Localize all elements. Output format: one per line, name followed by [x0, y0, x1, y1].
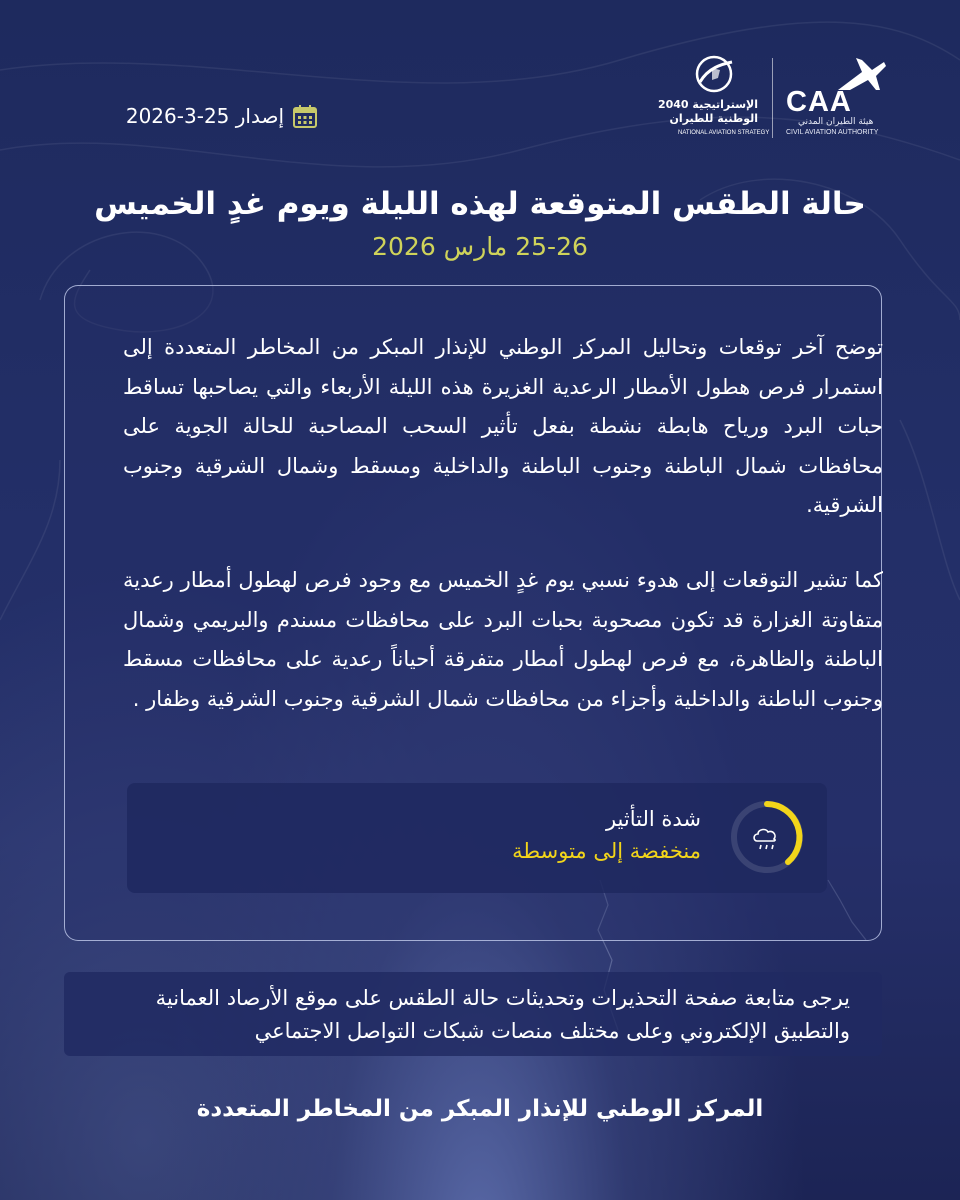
forecast-paragraph-1: توضح آخر توقعات وتحاليل المركز الوطني للإنذار المبكر من المخاطر المتعددة إلى استمرار فرص هطول الأمطار الرعدية الغزيرة هذه الليلة الأربعاء والتي يصاحبها تساقط حبات البرد ورياح هابطة نشطة بفعل تأثير السحب المصاحبة للحالة الجوية على محافظات شمال الباطنة وجنوب الباطنة والداخلية ومسقط وشمال الشرقية وجنوب الشرقية.	[123, 335, 883, 517]
caa-name-en: CIVIL AVIATION AUTHORITY	[786, 129, 879, 136]
footer-title: المركز الوطني للإنذار المبكر من المخاطر المتعددة	[196, 1096, 764, 1122]
notice-box: يرجى متابعة صفحة التحذيرات وتحديثات حالة الطقس على موقع الأرصاد العمانية والتطبيق الإلكتروني وعلى مختلف منصات شبكات التواصل الاجتماعي	[64, 972, 882, 1056]
caa-logo-text: CAA	[786, 86, 852, 118]
strategy-name-ar-2: الوطنية للطيران	[669, 112, 758, 125]
strategy-name-ar-1: الإستراتيجية 2040	[657, 98, 758, 111]
issue-date	[88, 98, 318, 134]
impact-box	[127, 783, 827, 893]
calendar-icon	[292, 103, 318, 129]
strategy-logo	[657, 54, 770, 142]
forecast-card	[64, 285, 882, 941]
caa-logo	[780, 50, 890, 142]
logo-divider	[772, 58, 773, 138]
logos	[657, 50, 890, 142]
page-title: حالة الطقس المتوقعة لهذه الليلة ويوم غدٍ الخميس	[94, 186, 866, 222]
impact-label: شدة التأثير	[605, 807, 701, 831]
issue-label: إصدار 25-3-2026	[125, 104, 284, 128]
impact-gauge-icon	[729, 799, 805, 875]
caa-name-ar: هيئة الطيران المدني	[798, 117, 874, 127]
forecast-dates: 25-26 مارس 2026	[372, 232, 588, 261]
strategy-name-en: NATIONAL AVIATION STRATEGY	[678, 130, 770, 136]
forecast-paragraph-2: كما تشير التوقعات إلى هدوء نسبي يوم غدٍ الخميس مع وجود فرص لهطول أمطار رعدية متفاوتة الغزارة قد تكون مصحوبة بحبات البرد على محافظات مسندم والبريمي وشمال الباطنة والظاهرة، مع فرص لهطول أمطار متفرقة أحياناً رعدية على محافظات مسقط وجنوب الباطنة والداخلية وأجزاء من محافظات شمال الشرقية وجنوب الشرقية وظفار .	[123, 568, 883, 711]
impact-value: منخفضة إلى متوسطة	[512, 839, 701, 863]
globe-icon	[692, 54, 736, 94]
